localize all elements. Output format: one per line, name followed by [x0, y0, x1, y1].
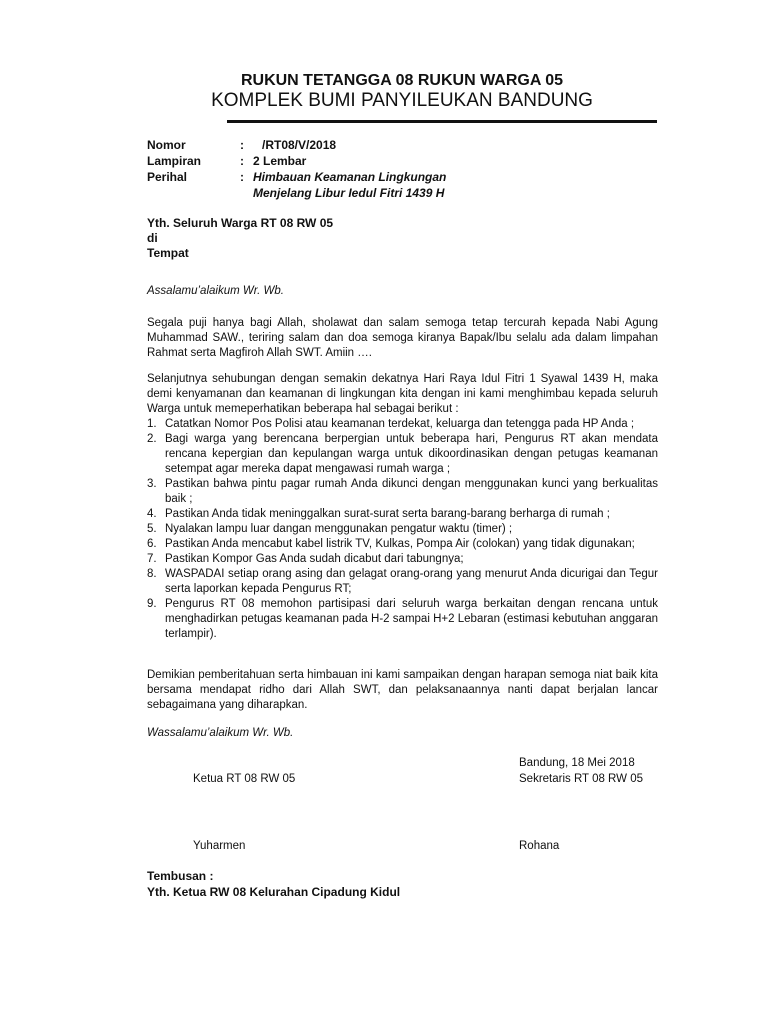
valediction: Wassalamu’alaikum Wr. Wb. — [147, 727, 294, 739]
salutation: Assalamu’alaikum Wr. Wb. — [147, 285, 284, 297]
list-item-number: 4. — [147, 508, 157, 520]
letterhead-title: RUKUN TETANGGA 08 RUKUN WARGA 05 — [240, 72, 564, 89]
lampiran-label: Lampiran — [147, 154, 202, 168]
list-item — [147, 552, 658, 567]
signatory-right-name: Rohana — [519, 840, 560, 852]
list-item-text: Pastikan Kompor Gas Anda sudah dicabut dari tabungnya; — [165, 553, 464, 565]
list-item-text: WASPADAI setiap orang asing dan gelagat orang-orang yang menurut Anda dicurigai dan Tegur serta laporkan kepada Pengurus RT; — [165, 568, 658, 595]
list-item — [147, 477, 658, 507]
list-item — [147, 417, 658, 432]
list-item-number: 9. — [147, 598, 157, 610]
signatory-right-title: Sekretaris RT 08 RW 05 — [519, 773, 643, 785]
colon: : — [240, 170, 244, 184]
list-item-number: 5. — [147, 523, 157, 535]
paragraph-intro: Selanjutnya sehubungan dengan semakin dekatnya Hari Raya Idul Fitri 1 Syawal 1439 H, maka demi kenyamanan dan keamanan di lingkungan kita dengan ini kami menghimbau kepada seluruh Warga untuk memeperhatikan beberapa hal sebagai berikut : — [147, 373, 658, 415]
addressee-line-1: Yth. Seluruh Warga RT 08 RW 05 — [147, 216, 334, 230]
list-item — [147, 432, 658, 477]
addressee-line-2: di — [147, 231, 158, 245]
list-item-number: 6. — [147, 538, 157, 550]
paragraph-closing: Demikian pemberitahuan serta himbauan ini kami sampaikan dengan harapan semoga niat baik kita bersama mendapat ridho dari Allah SWT, dan pelaksanaannya nanti dapat berjalan lancar sebagaimana yang diharapkan. — [147, 669, 658, 711]
nomor-value: /RT08/V/2018 — [262, 138, 337, 152]
list-item-text: Pastikan Anda mencabut kabel listrik TV, Kulkas, Pompa Air (colokan) yang tidak digunakan; — [165, 538, 635, 550]
letterhead-subtitle: KOMPLEK BUMI PANYILEUKAN BANDUNG — [211, 90, 593, 111]
perihal-value-1: Himbauan Keamanan Lingkungan — [253, 170, 447, 184]
place-date: Bandung, 18 Mei 2018 — [519, 757, 635, 769]
signatory-left-name: Yuharmen — [193, 840, 246, 852]
list-item-number: 8. — [147, 568, 157, 580]
paragraph-opening: Segala puji hanya bagi Allah, sholawat dan salam semoga tetap tercurah kepada Nabi Agung Muhammad SAW., teriring salam dan doa semoga kiranya Bapak/Ibu selalu ada dalam limpahan Rahmat serta Magfiroh Allah SWT. Amiin …. — [147, 317, 658, 359]
list-item-text: Pastikan Anda tidak meninggalkan surat-surat serta barang-barang berharga di rumah ; — [165, 508, 610, 520]
list-item — [147, 567, 658, 597]
tembusan-recipient: Yth. Ketua RW 08 Kelurahan Cipadung Kidul — [147, 885, 401, 899]
list-item — [147, 537, 658, 552]
list-item-text: Pastikan bahwa pintu pagar rumah Anda dikunci dengan menggunakan kunci yang berkualitas baik ; — [165, 478, 658, 505]
list-item-number: 1. — [147, 418, 157, 430]
list-item-number: 2. — [147, 433, 157, 445]
lampiran-value: 2 Lembar — [253, 154, 307, 168]
list-item — [147, 597, 658, 642]
colon: : — [240, 154, 244, 168]
addressee-line-3: Tempat — [147, 246, 189, 260]
nomor-label: Nomor — [147, 138, 186, 152]
list-item-text: Bagi warga yang berencana berpergian untuk beberapa hari, Pengurus RT akan mendata rencana kepergian dan kepulangan warga untuk dikoordinasikan dengan petugas keamanan setempat agar mereka dapat mengawasi rumah warga ; — [165, 433, 658, 475]
perihal-value-2: Menjelang Libur Iedul Fitri 1439 H — [253, 186, 445, 200]
list-item-number: 7. — [147, 553, 157, 565]
signatory-left-title: Ketua RT 08 RW 05 — [193, 773, 296, 785]
advice-list — [147, 417, 658, 642]
list-item-text: Pengurus RT 08 memohon partisipasi dari seluruh warga berkaitan dengan rencana untuk menghadirkan petugas keamanan pada H-2 sampai H+2 Lebaran (estimasi kebutuhan anggaran terlampir). — [165, 598, 658, 640]
list-item — [147, 522, 658, 537]
list-item — [147, 507, 658, 522]
letterhead-divider — [227, 120, 657, 123]
list-item-text: Catatkan Nomor Pos Polisi atau keamanan terdekat, keluarga dan tetengga pada HP Anda ; — [165, 418, 635, 430]
addressee — [147, 216, 333, 261]
list-item-number: 3. — [147, 478, 157, 490]
tembusan-label: Tembusan : — [147, 869, 214, 883]
colon: : — [240, 138, 244, 152]
perihal-label: Perihal — [147, 170, 188, 184]
list-item-text: Nyalakan lampu luar dangan menggunakan pengatur waktu (timer) ; — [165, 523, 513, 535]
